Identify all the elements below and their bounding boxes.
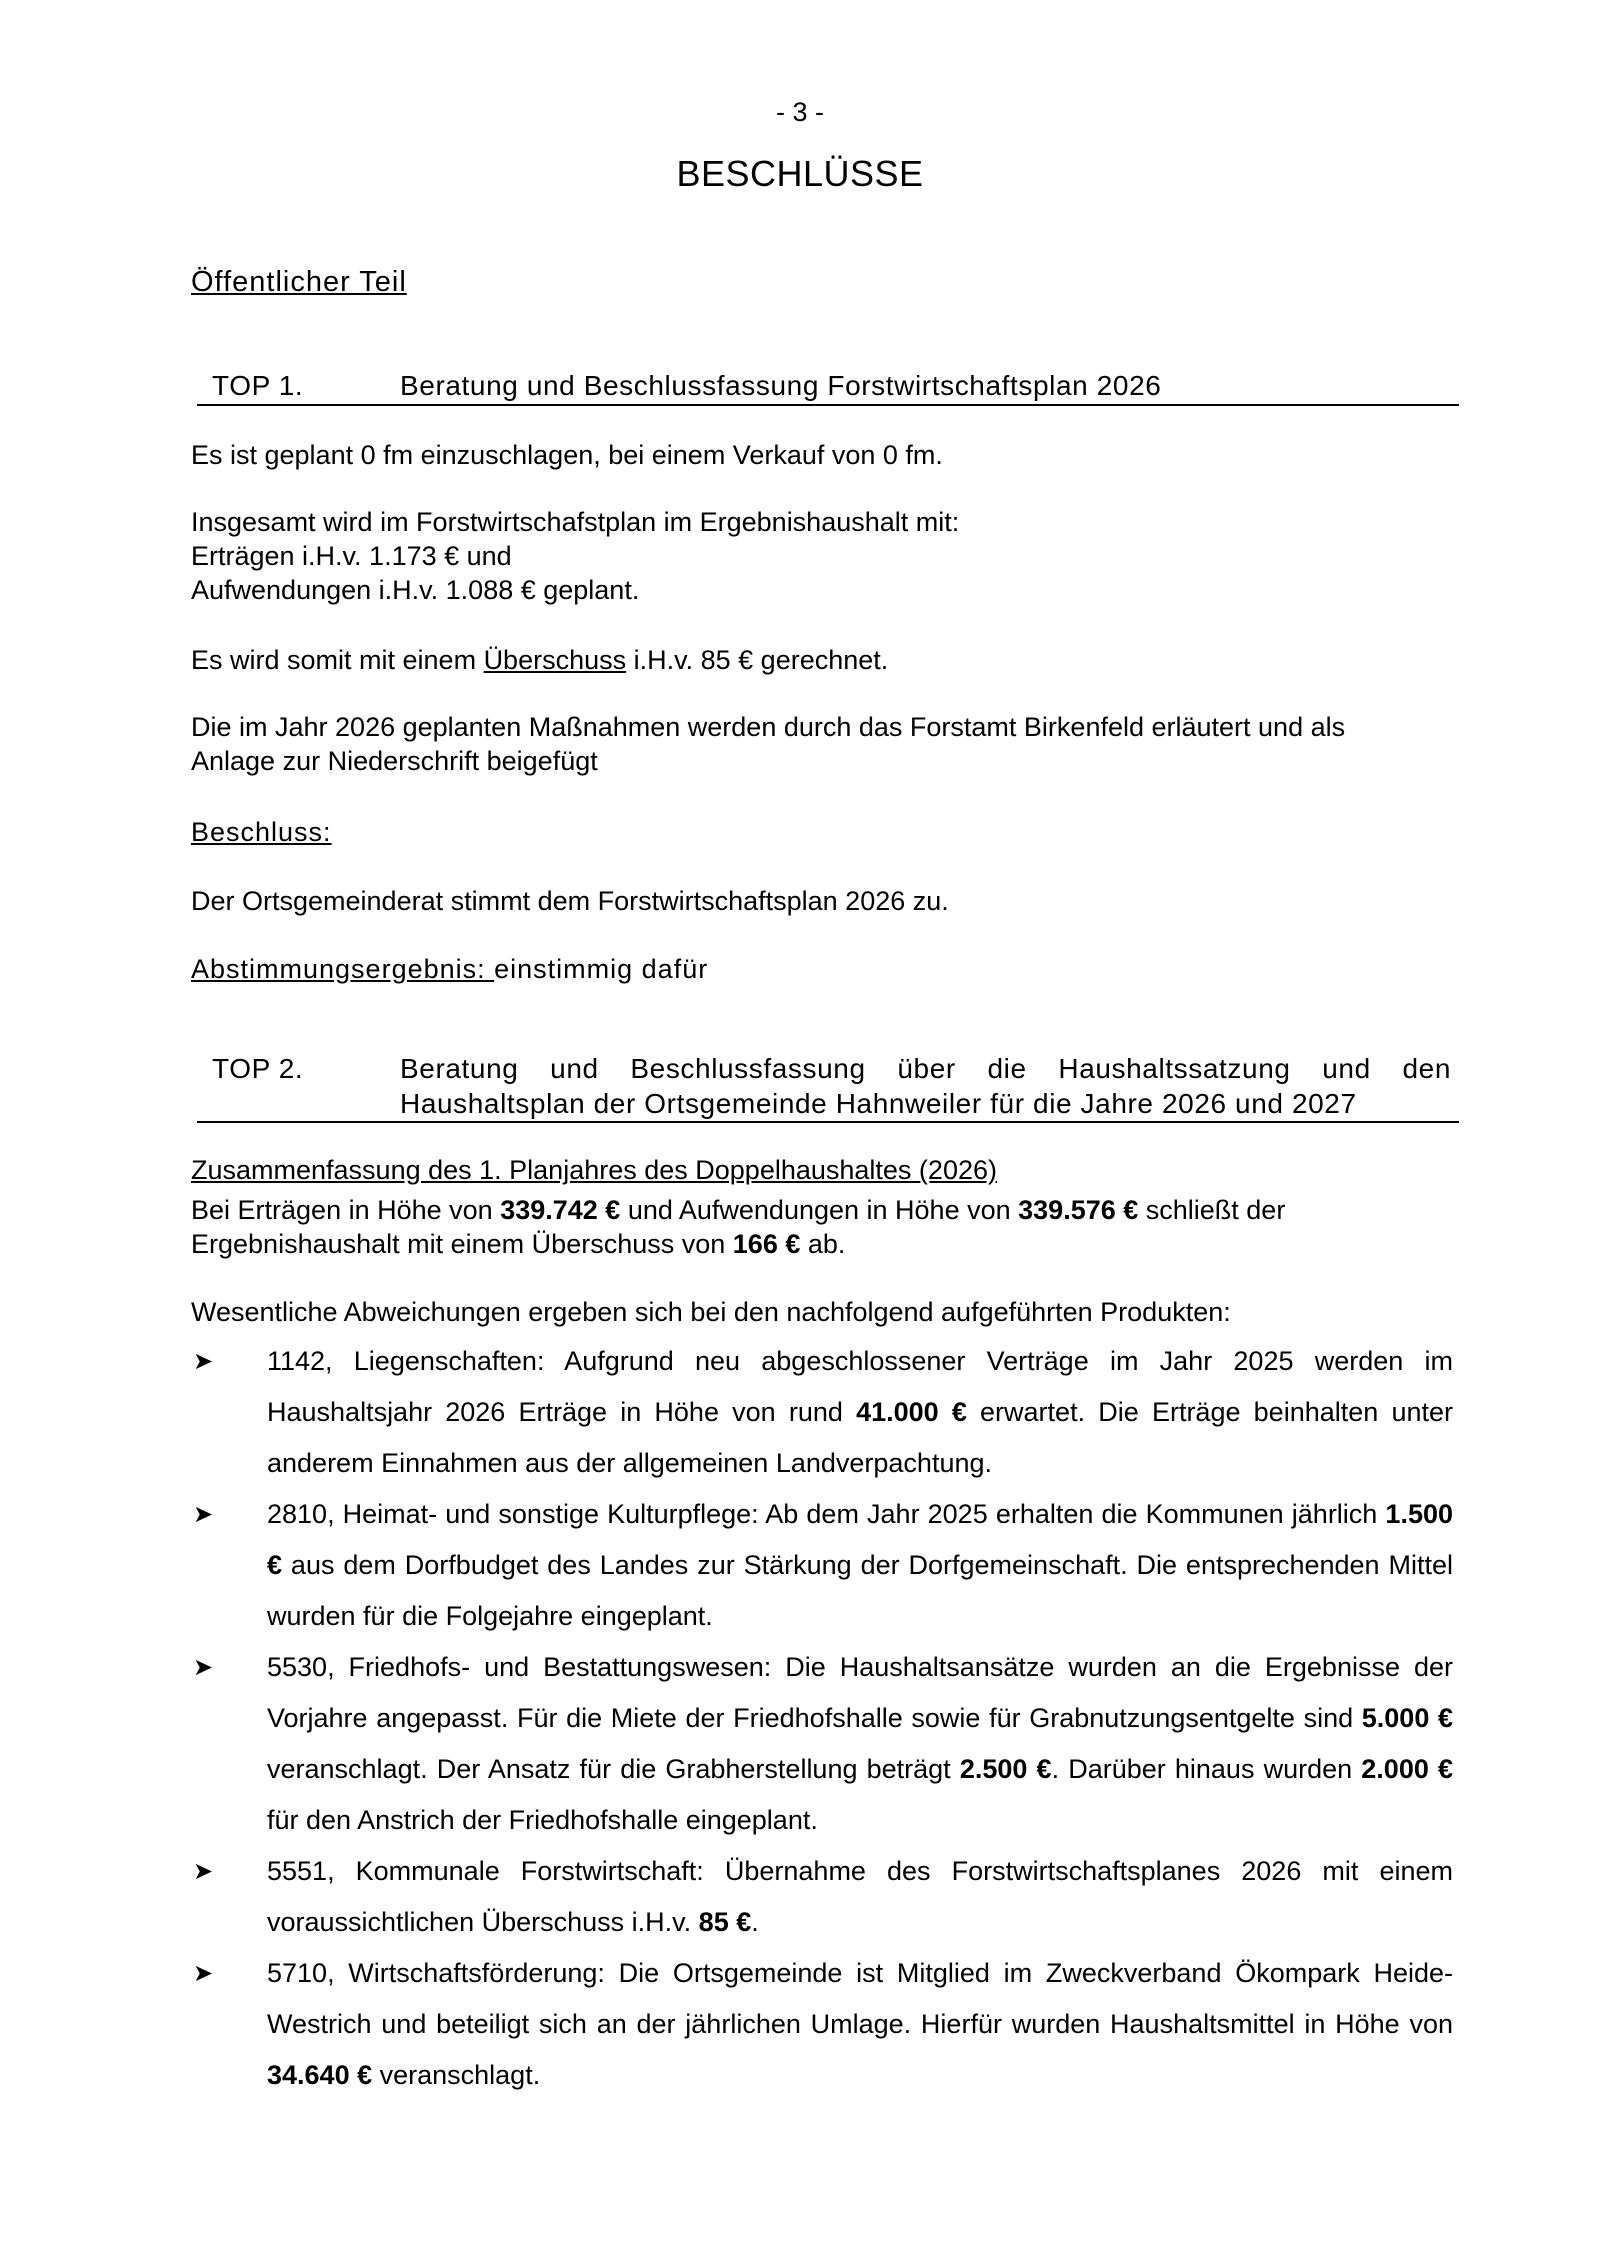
item-text: erwartet. Die Erträge beinhalten unter anderem Einnahmen aus der allgemeinen Landverpachtung. bbox=[267, 1397, 1453, 1478]
surplus-text-pre: Es wird somit mit einem bbox=[191, 645, 484, 675]
forest-plan-totals bbox=[191, 505, 1411, 607]
item-text: 1142, Liegenschaften: Aufgrund neu abgeschlossener Verträge im Jahr 2025 werden im Haushaltsjahr 2026 Erträge in Höhe von rund bbox=[267, 1346, 1453, 1427]
item-text: 2810, Heimat- und sonstige Kulturpflege: Ab dem Jahr 2025 erhalten die Kommunen jährlich bbox=[267, 1499, 1386, 1529]
item-amount: 2.000 € bbox=[1361, 1754, 1454, 1784]
surplus-paragraph bbox=[191, 643, 1411, 677]
arrowhead-bullet-icon: ➤ bbox=[193, 1858, 214, 1885]
item-amount: 41.000 € bbox=[856, 1397, 967, 1427]
item-text: 5551, Kommunale Forstwirtschaft: Übernahme des Forstwirtschaftsplanes 2026 mit einem voraussichtlichen Überschuss i.H.v. bbox=[267, 1856, 1453, 1937]
section-heading: Öffentlicher Teil bbox=[191, 266, 407, 298]
item-text: 5710, Wirtschaftsförderung: Die Ortsgemeinde ist Mitglied im Zweckverband Ökompark Heide-Westrich und beteiligt sich an der jährlichen Umlage. Hierfür wurden Haushaltsmittel in Höhe von bbox=[267, 1958, 1453, 2039]
list-item bbox=[191, 1489, 1453, 1642]
summary-text: Bei Erträgen in Höhe von bbox=[191, 1195, 501, 1225]
list-item bbox=[191, 1336, 1453, 1489]
item-text: für den Anstrich der Friedhofshalle eingeplant. bbox=[267, 1805, 818, 1835]
item-text: veranschlagt. bbox=[372, 2060, 541, 2090]
totals-expenses: Aufwendungen i.H.v. 1.088 € geplant. bbox=[191, 575, 640, 605]
item-amount: 5.000 € bbox=[1361, 1703, 1453, 1733]
harvest-paragraph: Es ist geplant 0 fm einzuschlagen, bei einem Verkauf von 0 fm. bbox=[191, 440, 943, 470]
arrowhead-bullet-icon: ➤ bbox=[193, 1348, 214, 1375]
agenda-item-title: Beratung und Beschlussfassung Forstwirtschaftsplan 2026 bbox=[400, 370, 1162, 401]
agenda-item-number: TOP 2. bbox=[212, 1053, 304, 1084]
surplus-term: Überschuss bbox=[483, 645, 627, 675]
item-text: aus dem Dorfbudget des Landes zur Stärkung der Dorfgemeinschaft. Die entsprechenden Mittel wurden für die Folgejahre eingeplant. bbox=[267, 1550, 1453, 1631]
totals-intro: Insgesamt wird im Forstwirtschafstplan im Ergebnishaushalt mit: bbox=[191, 507, 960, 537]
agenda-item-2-heading bbox=[197, 1051, 1459, 1123]
deviations-list bbox=[191, 1336, 1453, 2101]
deviations-intro: Wesentliche Abweichungen ergeben sich bei den nachfolgend aufgeführten Produkten: bbox=[191, 1297, 1231, 1327]
income-amount: 339.742 € bbox=[500, 1195, 621, 1225]
agenda-item-title bbox=[400, 1051, 1451, 1121]
item-text: veranschlagt. Der Ansatz für die Grabherstellung beträgt bbox=[267, 1754, 960, 1784]
agenda-item-title-line2: Haushaltsplan der Ortsgemeinde Hahnweiler für die Jahre 2026 und 2027 bbox=[400, 1088, 1357, 1119]
summary-text: schließt der Ergebnishaushalt mit einem Überschuss von bbox=[191, 1195, 1286, 1259]
agenda-item-title-line1: Beratung und Beschlussfassung über die Haushaltssatzung und den bbox=[400, 1053, 1451, 1084]
summary-paragraph bbox=[191, 1193, 1431, 1261]
list-item bbox=[191, 1846, 1453, 1948]
item-text: . Darüber hinaus wurden bbox=[1051, 1754, 1362, 1784]
resolution-label-text: Beschluss: bbox=[191, 817, 332, 847]
agenda-item-number: TOP 1. bbox=[212, 370, 304, 401]
list-item bbox=[191, 1948, 1453, 2101]
summary-heading bbox=[191, 1153, 1411, 1187]
resolution-label bbox=[191, 815, 1411, 849]
item-text: . bbox=[751, 1907, 759, 1937]
arrowhead-bullet-icon: ➤ bbox=[193, 1501, 214, 1528]
item-amount: 85 € bbox=[698, 1907, 752, 1937]
resolution-text: Der Ortsgemeinderat stimmt dem Forstwirtschaftsplan 2026 zu. bbox=[191, 886, 949, 916]
vote-result-value: einstimmig dafür bbox=[494, 954, 709, 984]
vote-result-label: Abstimmungsergebnis: bbox=[191, 954, 495, 984]
arrowhead-bullet-icon: ➤ bbox=[193, 1960, 214, 1987]
agenda-item-1-heading bbox=[197, 368, 1459, 406]
measures-paragraph: Die im Jahr 2026 geplanten Maßnahmen werden durch das Forstamt Birkenfeld erläutert und als Anlage zur Niederschrift beigefügt bbox=[191, 712, 1346, 776]
page-number: - 3 - bbox=[775, 97, 824, 127]
item-amount: 2.500 € bbox=[959, 1754, 1052, 1784]
item-amount: 34.640 € bbox=[267, 2060, 373, 2090]
item-amount: 1.500 € bbox=[267, 1499, 1453, 1580]
surplus-text-post: i.H.v. 85 € gerechnet. bbox=[626, 645, 889, 675]
summary-text: ab. bbox=[800, 1229, 846, 1259]
summary-text: und Aufwendungen in Höhe von bbox=[620, 1195, 1019, 1225]
arrowhead-bullet-icon: ➤ bbox=[193, 1654, 214, 1681]
vote-result bbox=[191, 952, 1411, 986]
list-item bbox=[191, 1642, 1453, 1846]
expense-amount: 339.576 € bbox=[1018, 1195, 1139, 1225]
summary-heading-text: Zusammenfassung des 1. Planjahres des Doppelhaushaltes (2026) bbox=[191, 1155, 997, 1185]
totals-income: Erträgen i.H.v. 1.173 € und bbox=[191, 541, 512, 571]
page-title: BESCHLÜSSE bbox=[676, 153, 924, 194]
surplus-amount: 166 € bbox=[732, 1229, 801, 1259]
item-text: 5530, Friedhofs- und Bestattungswesen: Die Haushaltsansätze wurden an die Ergebnisse der Vorjahre angepasst. Für die Miete der Friedhofshalle sowie für Grabnutzungsentgelte sind bbox=[267, 1652, 1453, 1733]
